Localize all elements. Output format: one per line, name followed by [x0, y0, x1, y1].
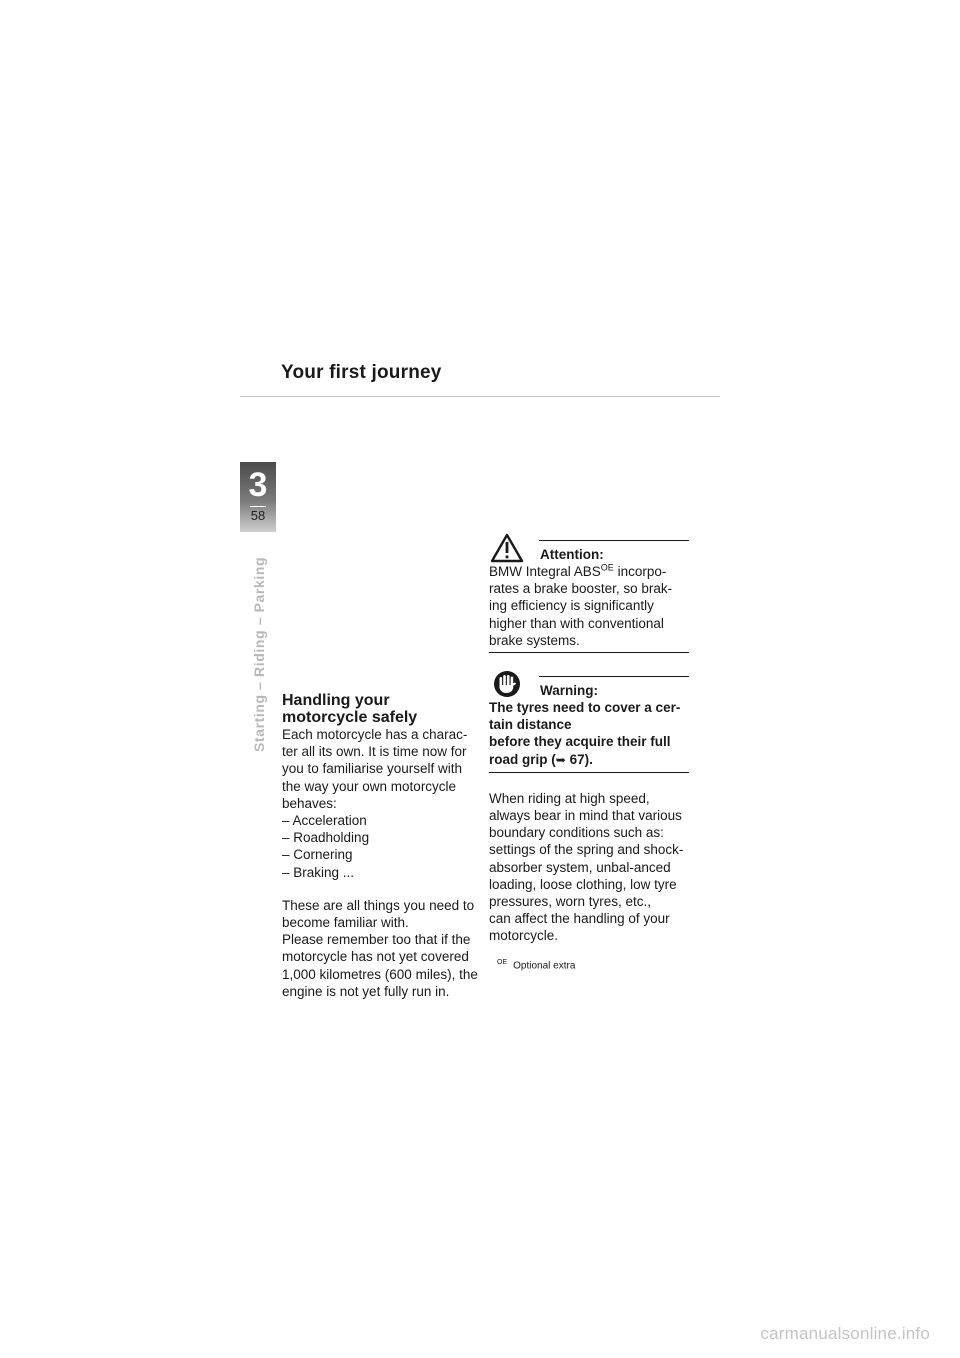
familiar-paragraph: These are all things you need to become familiar with.: [282, 897, 475, 931]
page-number: 58: [250, 508, 266, 523]
stop-hand-icon: [490, 669, 524, 699]
footnote-text: Optional extra: [513, 959, 576, 971]
attention-text: BMW Integral $ABS^{OE}$ incorpo-rates a brake booster, so brak-ing efficiency is significantly higher than with conventional brake systems.: [489, 562, 673, 648]
watermark: carmanualsonline.info: [760, 1324, 930, 1343]
chapter-tab: [240, 462, 276, 532]
optional-extra-mark: OE: [600, 562, 614, 573]
list-item: – Acceleration: [282, 813, 367, 829]
footnote-mark: OE: [497, 958, 508, 966]
page-title: Your first journey: [281, 362, 442, 383]
behaviour-list: [282, 812, 478, 881]
run-in-paragraph: Please remember too that if the motorcycle has not yet covered 1,000 kilometres (600 miles), the engine is not yet fully run in.: [282, 932, 478, 999]
chapter-divider: [250, 506, 266, 507]
page-reference-arrow-icon: ➥: [555, 752, 566, 767]
attention-box: [489, 540, 689, 653]
list-item: – Braking ...: [282, 864, 355, 880]
section-heading: Handling your motorcycle safely: [282, 692, 418, 726]
chapter-number: 3: [248, 466, 268, 504]
list-item: – Cornering: [282, 847, 353, 863]
list-item: – Roadholding: [282, 830, 370, 846]
handling-paragraph: can affect the handling of your motorcycle.: [489, 911, 670, 944]
exclamation-triangle-icon: [490, 533, 524, 563]
left-column: [282, 692, 478, 1000]
warning-label: Warning:: [540, 683, 598, 699]
warning-text: The tyres need to cover a cer-tain distance before they acquire their full road grip (➥ 67).: [489, 700, 681, 767]
right-column: [489, 540, 689, 972]
title-divider: [240, 396, 720, 397]
intro-paragraph: Each motorcycle has a charac-ter all its own. It is time now for you to familiarise yourself with the way your own motorcycle behaves:: [282, 727, 468, 811]
attention-label: Attention:: [540, 547, 604, 562]
chapter-side-label: Starting – Riding – Parking: [251, 556, 267, 752]
warning-box: [489, 676, 689, 773]
footnote: [489, 957, 689, 972]
high-speed-paragraph: When riding at high speed, always bear in mind that various boundary conditions such as: settings of the spring and shock-absorber system, unbal-anced loading, loose clothing, low tyre pressures, worn tyres, etc.,: [489, 790, 684, 910]
